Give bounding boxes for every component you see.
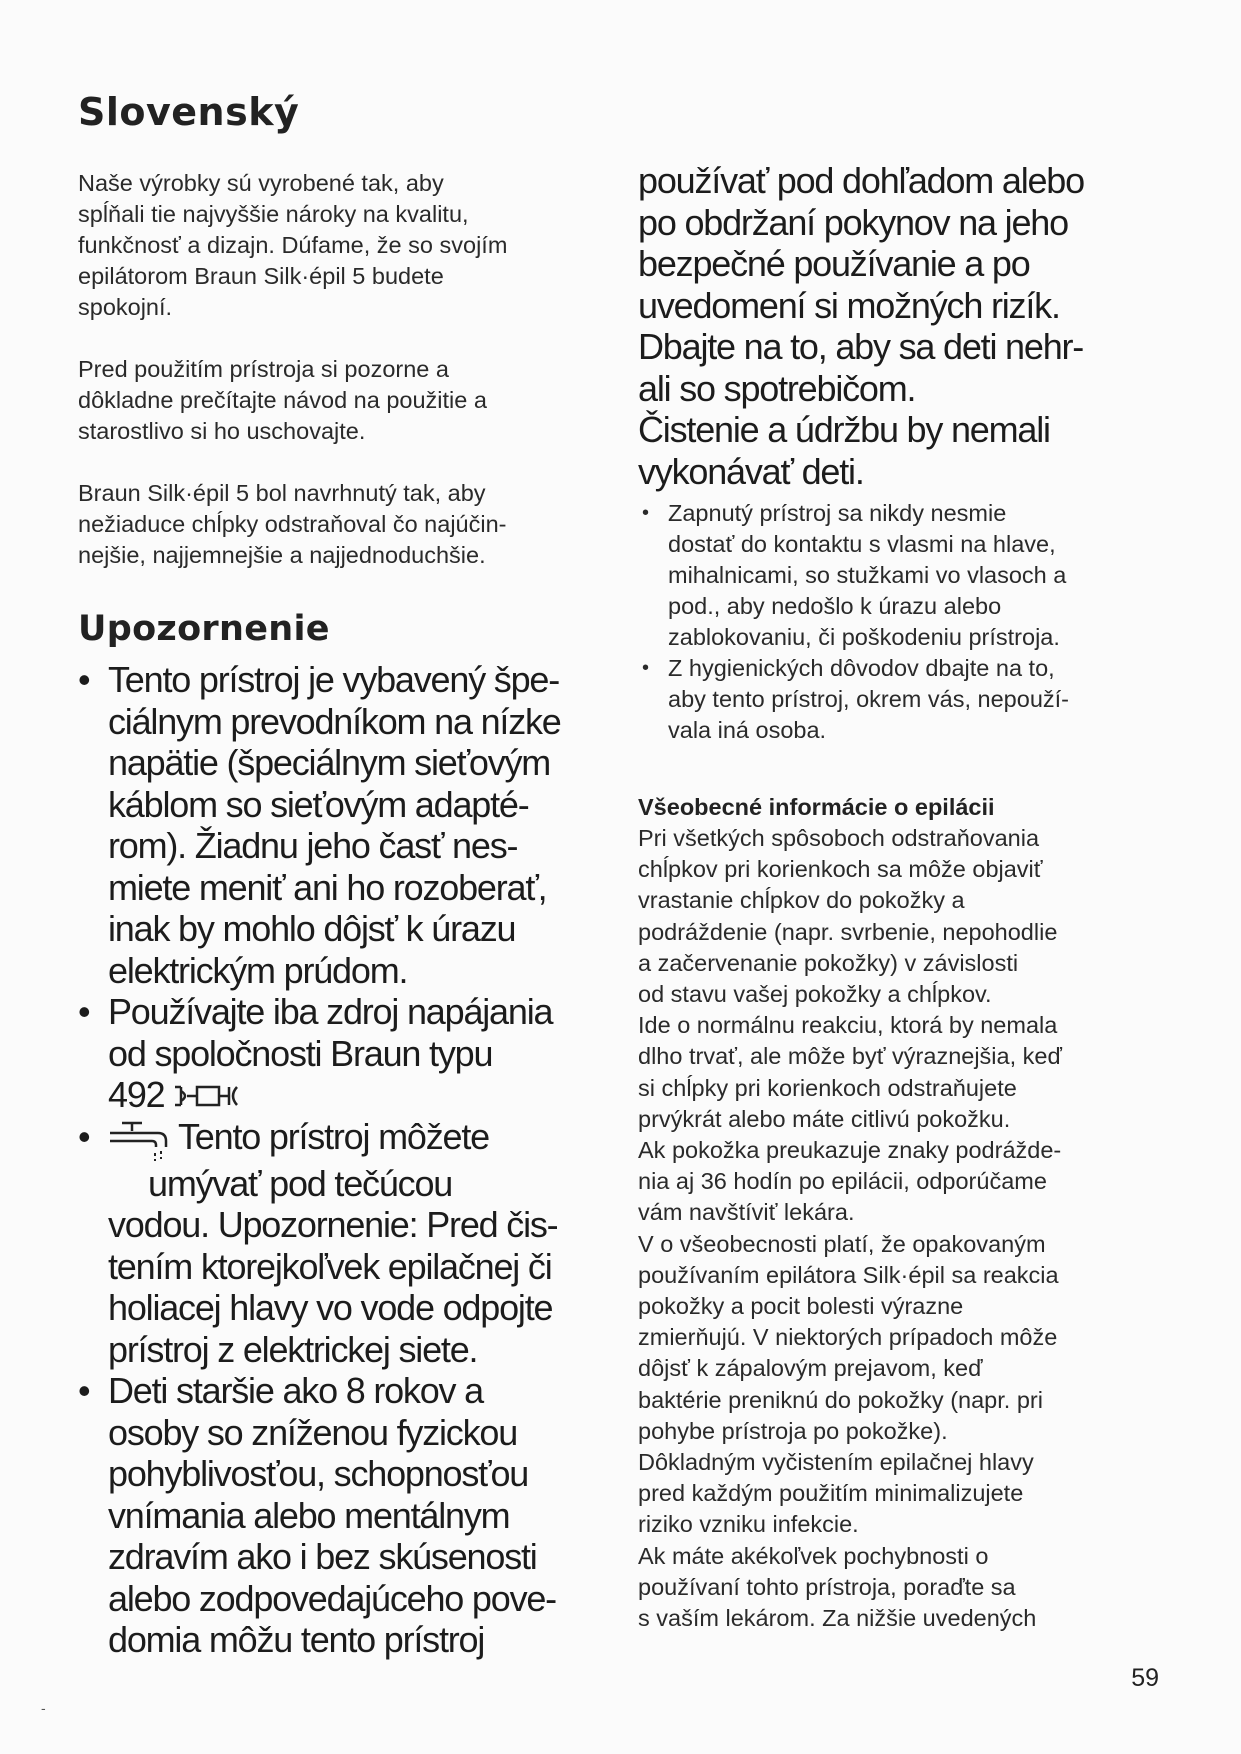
washable-tap-icon — [108, 1119, 172, 1163]
text-line: Dbajte na to, aby sa deti nehr- — [638, 326, 1084, 367]
text-line: Braun Silk·épil 5 bol navrhnutý tak, aby — [78, 480, 486, 506]
text-line: vala iná osoba. — [668, 717, 827, 743]
text-line: baktérie preniknú do pokožky (napr. pri — [638, 1386, 1043, 1413]
text-line: Z hygienických dôvodov dbajte na to, — [668, 655, 1055, 681]
bullet: • — [78, 1115, 90, 1157]
text-line: od stavu vašej pokožky a chĺpkov. — [638, 981, 992, 1008]
text-line: prístroj z elektrickej siete. — [108, 1328, 478, 1370]
text-line: riziko vzniku infekcie. — [638, 1511, 859, 1538]
safety-item — [638, 653, 1158, 746]
text-line: nejšie, najjemnejšie a najjednoduchšie. — [78, 542, 486, 568]
text-line: ali so spotrebičom. — [638, 367, 916, 409]
text-line: umývať pod tečúcou — [148, 1162, 453, 1204]
text-line: elektrickým prúdom. — [108, 949, 408, 991]
text-line: osoby so zníženou fyzickou — [108, 1411, 518, 1453]
text-line: Naše výrobky sú vyrobené tak, aby — [78, 170, 444, 196]
warning-continuation — [638, 160, 1158, 492]
text-line: ciálnym prevodníkom na nízke — [108, 700, 561, 742]
epilation-text — [638, 823, 1158, 1634]
text-line: vodou. Upozornenie: Pred čis- — [108, 1204, 558, 1245]
text-line: 492 — [108, 1074, 165, 1115]
page-number: 59 — [1131, 1664, 1159, 1692]
text-line: káblom so sieťovým adapté- — [108, 783, 529, 825]
text-line: pokožky a pocit bolesti výrazne — [638, 1293, 964, 1320]
text-line: Deti staršie ako 8 rokov a — [108, 1370, 483, 1411]
text-line: funkčnosť a dizajn. Dúfame, že so svojím — [78, 232, 508, 258]
safety-list — [638, 498, 1158, 746]
text-line: pred každým použitím minimalizujete — [638, 1480, 1024, 1507]
footer-mark: - — [41, 1700, 46, 1716]
text-line: nia aj 36 hodín po epilácii, odporúčame — [638, 1168, 1047, 1195]
intro-paragraph-2 — [78, 354, 618, 447]
warning-item — [78, 659, 618, 991]
right-column — [638, 160, 1158, 1634]
text-line: holiacej hlavy vo vode odpojte — [108, 1287, 553, 1328]
text-line: vnímania alebo mentálnym — [108, 1494, 510, 1536]
page-title: Slovenský — [78, 90, 300, 134]
bullet: • — [642, 502, 650, 524]
text-line: uvedomení si možných rizík. — [638, 284, 1060, 326]
text-line: spĺňali tie najvyššie nároky na kvalitu, — [78, 201, 469, 227]
text-line: Ide o normálnu reakciu, ktorá by nemala — [638, 1012, 1058, 1039]
text-line: mihalnicami, so stužkami vo vlasoch a — [668, 562, 1067, 588]
text-line: zablokovaniu, či poškodeniu prístroja. — [668, 624, 1060, 650]
text-line: rom). Žiadnu jeho časť nes- — [108, 825, 518, 866]
text-line: napätie (špeciálnym sieťovým — [108, 742, 551, 783]
text-line: podráždenie (napr. svrbenie, nepohodlie — [638, 918, 1058, 945]
text-line: miete meniť ani ho rozoberať, — [108, 866, 547, 908]
text-line: si chĺpky pri korienkoch odstraňujete — [638, 1074, 1017, 1101]
text-line: Používajte iba zdroj napájania — [108, 991, 553, 1032]
bullet: • — [78, 659, 90, 700]
safety-item — [638, 498, 1158, 653]
left-column — [78, 90, 618, 1661]
text-line: domia môžu tento prístroj — [108, 1619, 485, 1660]
warning-list — [78, 659, 618, 1661]
text-line: spokojní. — [78, 294, 173, 320]
text-line: Ak máte akékoľvek pochybnosti o — [638, 1542, 989, 1569]
text-line: pohyblivosťou, schopnosťou — [108, 1453, 529, 1494]
text-line: pohybe prístroja po pokožke). — [638, 1417, 948, 1444]
text-line: aby tento prístroj, okrem vás, nepouží- — [668, 686, 1069, 712]
text-line: Dôkladným vyčistením epilačnej hlavy — [638, 1449, 1034, 1476]
warning-heading: Upozornenie — [78, 609, 330, 649]
text-line: Čistenie a údržbu by nemali — [638, 409, 1050, 450]
text-line: a začervenanie pokožky) v závislosti — [638, 949, 1019, 976]
text-line: dôkladne prečítajte návod na použitie a — [78, 387, 487, 413]
text-line: prvýkrát alebo máte citlivú pokožku. — [638, 1105, 1011, 1132]
text-line: inak by mohlo dôjsť k úrazu — [108, 908, 516, 949]
text-line: pod., aby nedošlo k úrazu alebo — [668, 593, 1002, 619]
text-line: Tento prístroj môžete — [178, 1115, 489, 1157]
text-line: zdravím ako i bez skúsenosti — [108, 1536, 537, 1577]
warning-item — [78, 1370, 618, 1661]
text-line: vykonávať deti. — [638, 450, 864, 492]
warning-item — [78, 1116, 618, 1371]
text-line: Ak pokožka preukazuje znaky podrážde- — [638, 1137, 1062, 1164]
text-line: Pri všetkých spôsoboch odstraňovania — [638, 825, 1040, 851]
epilation-heading: Všeobecné informácie o epilácii — [638, 794, 995, 820]
text-line: epilátorom Braun Silk·épil 5 budete — [78, 263, 444, 289]
text-line: dlho trvať, ale môže byť výraznejšia, keď — [638, 1043, 1062, 1070]
text-line: používať pod dohľadom alebo — [638, 160, 1084, 201]
text-line: chĺpkov pri korienkoch sa môže objaviť — [638, 856, 1043, 883]
text-line: Pred použitím prístroja si pozorne a — [78, 356, 449, 382]
text-line: vrastanie chĺpkov do pokožky a — [638, 887, 965, 914]
bullet: • — [78, 1370, 90, 1411]
bullet: • — [78, 991, 90, 1032]
text-line: s vaším lekárom. Za nižšie uvedených — [638, 1605, 1037, 1632]
text-line: V o všeobecnosti platí, že opakovaným — [638, 1230, 1046, 1257]
text-line: zmierňujú. V niektorých prípadoch môže — [638, 1324, 1058, 1351]
text-line: alebo zodpovedajúceho pove- — [108, 1577, 556, 1619]
text-line: vám navštíviť lekára. — [638, 1199, 855, 1226]
text-line: po obdržaní pokynov na jeho — [638, 201, 1068, 243]
warning-item — [78, 991, 618, 1116]
text-line: dostať do kontaktu s vlasmi na hlave, — [668, 531, 1056, 557]
intro-paragraph-1 — [78, 168, 618, 323]
text-line: používaní tohto prístroja, poraďte sa — [638, 1573, 1016, 1600]
text-line: bezpečné používanie a po — [638, 243, 1030, 284]
text-line: používaním epilátora Silk·épil sa reakcia — [638, 1261, 1059, 1288]
text-line: Tento prístroj je vybavený špe- — [108, 659, 560, 700]
text-line: Zapnutý prístroj sa nikdy nesmie — [668, 500, 1007, 526]
intro-paragraph-3 — [78, 478, 618, 571]
text-line: nežiaduce chĺpky odstraňoval čo najúčin- — [78, 511, 507, 537]
text-line: dôjsť k zápalovým prejavom, keď — [638, 1355, 983, 1382]
bullet: • — [642, 657, 650, 679]
power-adapter-symbol-icon — [173, 1081, 243, 1111]
text-line: starostlivo si ho uschovajte. — [78, 418, 366, 444]
text-line: tením ktorejkoľvek epilačnej či — [108, 1245, 552, 1287]
text-line: od spoločnosti Braun typu — [108, 1032, 493, 1074]
